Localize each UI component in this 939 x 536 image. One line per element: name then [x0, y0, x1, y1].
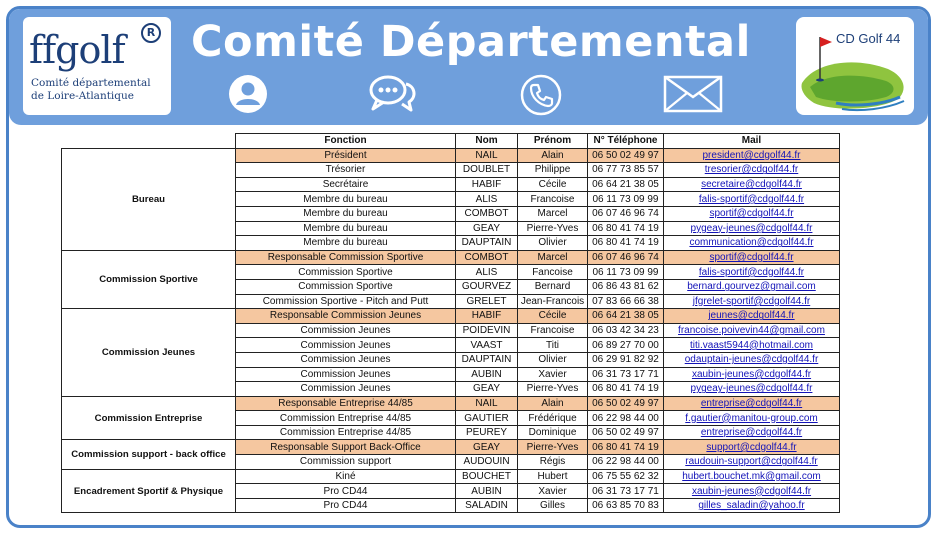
- mail-icon[interactable]: [663, 73, 723, 115]
- cell-mail: [664, 206, 840, 221]
- cell-mail: [664, 236, 840, 251]
- cell-prenom: Marcel: [518, 250, 588, 265]
- cell-prenom: Jean-Francois: [518, 294, 588, 309]
- user-icon[interactable]: [227, 73, 269, 115]
- mail-link[interactable]: f.gautier@manitou-group.com: [685, 412, 818, 424]
- cell-mail: [664, 425, 840, 440]
- table-row: [62, 250, 840, 265]
- logo-subtitle-line1: Comité départemental: [31, 77, 151, 89]
- cell-telephone: 06 50 02 49 97: [588, 425, 664, 440]
- cell-nom: AUBIN: [456, 484, 518, 499]
- header-fonction: Fonction: [236, 134, 456, 149]
- cell-telephone: 06 22 98 44 00: [588, 411, 664, 426]
- cell-nom: ALIS: [456, 265, 518, 280]
- cell-prenom: Xavier: [518, 484, 588, 499]
- cell-fonction: Commission Entreprise 44/85: [236, 411, 456, 426]
- cell-prenom: Hubert: [518, 469, 588, 484]
- cell-nom: DAUPTAIN: [456, 352, 518, 367]
- cell-prenom: Gilles: [518, 498, 588, 513]
- cell-nom: PEUREY: [456, 425, 518, 440]
- cell-fonction: Secrétaire: [236, 177, 456, 192]
- cell-telephone: 07 83 66 66 38: [588, 294, 664, 309]
- cell-fonction: Responsable Commission Jeunes: [236, 309, 456, 324]
- cell-telephone: 06 64 21 38 05: [588, 177, 664, 192]
- cell-fonction: Membre du bureau: [236, 206, 456, 221]
- cell-prenom: Alain: [518, 148, 588, 163]
- cell-telephone: 06 50 02 49 97: [588, 148, 664, 163]
- cell-telephone: 06 31 73 17 71: [588, 484, 664, 499]
- cell-mail: [664, 411, 840, 426]
- mail-link[interactable]: support@cdgolf44.fr: [706, 441, 797, 453]
- cell-fonction: Commission Entreprise 44/85: [236, 425, 456, 440]
- mail-link[interactable]: xaubin-jeunes@cdgolf44.fr: [691, 368, 812, 380]
- cell-prenom: Francoise: [518, 323, 588, 338]
- cell-fonction: Commission Sportive: [236, 265, 456, 280]
- cell-nom: HABIF: [456, 177, 518, 192]
- group-label: Commission Sportive: [62, 250, 236, 308]
- cell-nom: POIDEVIN: [456, 323, 518, 338]
- cell-fonction: Membre du bureau: [236, 236, 456, 251]
- cell-nom: AUBIN: [456, 367, 518, 382]
- logo-subtitle-line2: de Loire-Atlantique: [31, 90, 134, 102]
- cell-nom: ALIS: [456, 192, 518, 207]
- cell-fonction: Commission Jeunes: [236, 338, 456, 353]
- mail-link[interactable]: sportif@cdgolf44.fr: [709, 208, 794, 220]
- table-row: [62, 396, 840, 411]
- cell-prenom: Olivier: [518, 236, 588, 251]
- cell-nom: DAUPTAIN: [456, 236, 518, 251]
- cell-nom: BOUCHET: [456, 469, 518, 484]
- cell-prenom: Cécile: [518, 177, 588, 192]
- mail-link[interactable]: jfgrelet-sportif@cdgolf44.fr: [692, 295, 811, 307]
- header-banner: [9, 9, 928, 125]
- cell-telephone: 06 22 98 44 00: [588, 455, 664, 470]
- cell-telephone: 06 07 46 96 74: [588, 206, 664, 221]
- cell-nom: AUDOUIN: [456, 455, 518, 470]
- cell-telephone: 06 80 41 74 19: [588, 221, 664, 236]
- group-label: Encadrement Sportif & Physique: [62, 469, 236, 513]
- registered-mark-icon: R: [141, 23, 161, 43]
- cell-fonction: Commission Jeunes: [236, 352, 456, 367]
- cd-golf-label: CD Golf 44: [836, 31, 901, 46]
- table-row: [62, 440, 840, 455]
- cell-mail: [664, 309, 840, 324]
- cell-telephone: 06 75 55 62 32: [588, 469, 664, 484]
- cell-mail: [664, 382, 840, 397]
- cd-golf-logo: [796, 17, 914, 115]
- cell-fonction: Commission Jeunes: [236, 367, 456, 382]
- cell-prenom: Pierre-Yves: [518, 221, 588, 236]
- header-nom: Nom: [456, 134, 518, 149]
- cell-fonction: Responsable Support Back-Office: [236, 440, 456, 455]
- contact-table-wrap: [61, 133, 840, 513]
- cell-fonction: Kiné: [236, 469, 456, 484]
- cell-telephone: 06 86 43 81 62: [588, 279, 664, 294]
- cell-mail: [664, 294, 840, 309]
- header-telephone: N° Téléphone: [588, 134, 664, 149]
- cell-mail: [664, 279, 840, 294]
- page-title: Comité Départemental: [191, 17, 751, 67]
- cell-prenom: Frédérique: [518, 411, 588, 426]
- cell-mail: [664, 396, 840, 411]
- cell-mail: [664, 163, 840, 178]
- cell-mail: [664, 469, 840, 484]
- cell-fonction: Pro CD44: [236, 498, 456, 513]
- table-row: [62, 148, 840, 163]
- cell-telephone: 06 77 73 85 57: [588, 163, 664, 178]
- phone-icon[interactable]: [519, 73, 563, 117]
- mail-link[interactable]: entreprise@cdgolf44.fr: [700, 427, 803, 439]
- cell-fonction: Président: [236, 148, 456, 163]
- cell-nom: GRELET: [456, 294, 518, 309]
- cell-prenom: Francoise: [518, 192, 588, 207]
- cell-mail: [664, 250, 840, 265]
- cell-telephone: 06 63 85 70 83: [588, 498, 664, 513]
- ffgolf-logo-text: ffgolf: [29, 28, 125, 72]
- cell-fonction: Pro CD44: [236, 484, 456, 499]
- cell-mail: [664, 323, 840, 338]
- cell-mail: [664, 265, 840, 280]
- cell-mail: [664, 498, 840, 513]
- mail-link[interactable]: entreprise@cdgolf44.fr: [700, 397, 803, 409]
- page-frame: [6, 6, 931, 528]
- cell-fonction: Membre du bureau: [236, 221, 456, 236]
- cell-prenom: Xavier: [518, 367, 588, 382]
- mail-link[interactable]: gilles_saladin@yahoo.fr: [698, 500, 805, 512]
- chat-icon[interactable]: [367, 73, 419, 117]
- cell-telephone: 06 80 41 74 19: [588, 236, 664, 251]
- mail-link[interactable]: president@cdgolf44.fr: [702, 149, 801, 161]
- cell-mail: [664, 221, 840, 236]
- cell-mail: [664, 367, 840, 382]
- header-mail: Mail: [664, 134, 840, 149]
- cell-telephone: 06 31 73 17 71: [588, 367, 664, 382]
- cell-fonction: Commission Jeunes: [236, 323, 456, 338]
- cell-telephone: 06 64 21 38 05: [588, 309, 664, 324]
- mail-link[interactable]: raudouin-support@cdgolf44.fr: [685, 456, 818, 468]
- cell-mail: [664, 484, 840, 499]
- cell-prenom: Marcel: [518, 206, 588, 221]
- group-label: Bureau: [62, 148, 236, 250]
- cell-mail: [664, 338, 840, 353]
- cell-mail: [664, 148, 840, 163]
- mail-link[interactable]: francoise.poivevin44@gmail.com: [678, 325, 825, 337]
- cell-nom: GOURVEZ: [456, 279, 518, 294]
- cell-mail: [664, 177, 840, 192]
- cell-telephone: 06 03 42 34 23: [588, 323, 664, 338]
- cell-mail: [664, 455, 840, 470]
- cell-fonction: Commission Jeunes: [236, 382, 456, 397]
- mail-link[interactable]: bernard.gourvez@gmail.com: [687, 281, 816, 293]
- cell-mail: [664, 440, 840, 455]
- logo-subtitle: [31, 77, 171, 103]
- cell-nom: GEAY: [456, 440, 518, 455]
- cell-prenom: Fancoise: [518, 265, 588, 280]
- mail-link[interactable]: sportif@cdgolf44.fr: [709, 252, 794, 264]
- cell-prenom: Philippe: [518, 163, 588, 178]
- cell-prenom: Cécile: [518, 309, 588, 324]
- mail-link[interactable]: communication@cdgolf44.fr: [689, 237, 814, 249]
- header-prenom: Prénom: [518, 134, 588, 149]
- cell-fonction: Membre du bureau: [236, 192, 456, 207]
- mail-link[interactable]: xaubin-jeunes@cdgolf44.fr: [691, 485, 812, 497]
- cell-prenom: Alain: [518, 396, 588, 411]
- table-header-row: [62, 134, 840, 149]
- cell-fonction: Commission Sportive - Pitch and Putt: [236, 294, 456, 309]
- cell-telephone: 06 11 73 09 99: [588, 265, 664, 280]
- cell-telephone: 06 29 91 82 92: [588, 352, 664, 367]
- mail-link[interactable]: hubert.bouchet.mk@gmail.com: [682, 470, 821, 482]
- cell-nom: COMBOT: [456, 250, 518, 265]
- cell-telephone: 06 89 27 70 00: [588, 338, 664, 353]
- cell-nom: SALADIN: [456, 498, 518, 513]
- cell-fonction: Trésorier: [236, 163, 456, 178]
- cell-fonction: Commission support: [236, 455, 456, 470]
- cell-prenom: Pierre-Yves: [518, 382, 588, 397]
- cell-telephone: 06 80 41 74 19: [588, 382, 664, 397]
- cell-prenom: Pierre-Yves: [518, 440, 588, 455]
- cell-mail: [664, 192, 840, 207]
- cell-fonction: Commission Sportive: [236, 279, 456, 294]
- mail-link[interactable]: pygeay-jeunes@cdgolf44.fr: [690, 383, 813, 395]
- cell-telephone: 06 07 46 96 74: [588, 250, 664, 265]
- cell-prenom: Dominique: [518, 425, 588, 440]
- group-label: Commission support - back office: [62, 440, 236, 469]
- cell-prenom: Titi: [518, 338, 588, 353]
- table-row: [62, 469, 840, 484]
- mail-link[interactable]: pygeay-jeunes@cdgolf44.fr: [690, 222, 813, 234]
- cell-fonction: Responsable Entreprise 44/85: [236, 396, 456, 411]
- mail-link[interactable]: titi.vaast5944@hotmail.com: [690, 339, 813, 351]
- cell-prenom: Bernard: [518, 279, 588, 294]
- cell-telephone: 06 50 02 49 97: [588, 396, 664, 411]
- cell-prenom: Olivier: [518, 352, 588, 367]
- cell-nom: COMBOT: [456, 206, 518, 221]
- mail-link[interactable]: odauptain-jeunes@cdgolf44.fr: [684, 354, 819, 366]
- mail-link[interactable]: falis-sportif@cdgolf44.fr: [698, 266, 805, 278]
- cell-mail: [664, 352, 840, 367]
- cell-nom: DOUBLET: [456, 163, 518, 178]
- cell-nom: VAAST: [456, 338, 518, 353]
- cell-telephone: 06 80 41 74 19: [588, 440, 664, 455]
- cell-nom: GEAY: [456, 221, 518, 236]
- table-body: [62, 148, 840, 513]
- contact-table: [61, 133, 840, 513]
- mail-link[interactable]: jeunes@cdgolf44.fr: [708, 310, 795, 322]
- ffgolf-logo: [23, 17, 171, 115]
- cell-fonction: Responsable Commission Sportive: [236, 250, 456, 265]
- cell-prenom: Régis: [518, 455, 588, 470]
- cell-telephone: 06 11 73 09 99: [588, 192, 664, 207]
- header-blank: [62, 134, 236, 149]
- mail-link[interactable]: secretaire@cdgolf44.fr: [701, 179, 802, 191]
- cell-nom: GAUTIER: [456, 411, 518, 426]
- cell-nom: GEAY: [456, 382, 518, 397]
- cell-nom: HABIF: [456, 309, 518, 324]
- mail-link[interactable]: tresorier@cdgolf44.fr: [704, 164, 799, 176]
- table-row: [62, 309, 840, 324]
- cell-nom: NAIL: [456, 396, 518, 411]
- group-label: Commission Jeunes: [62, 309, 236, 397]
- cell-nom: NAIL: [456, 148, 518, 163]
- group-label: Commission Entreprise: [62, 396, 236, 440]
- mail-link[interactable]: falis-sportif@cdgolf44.fr: [698, 193, 805, 205]
